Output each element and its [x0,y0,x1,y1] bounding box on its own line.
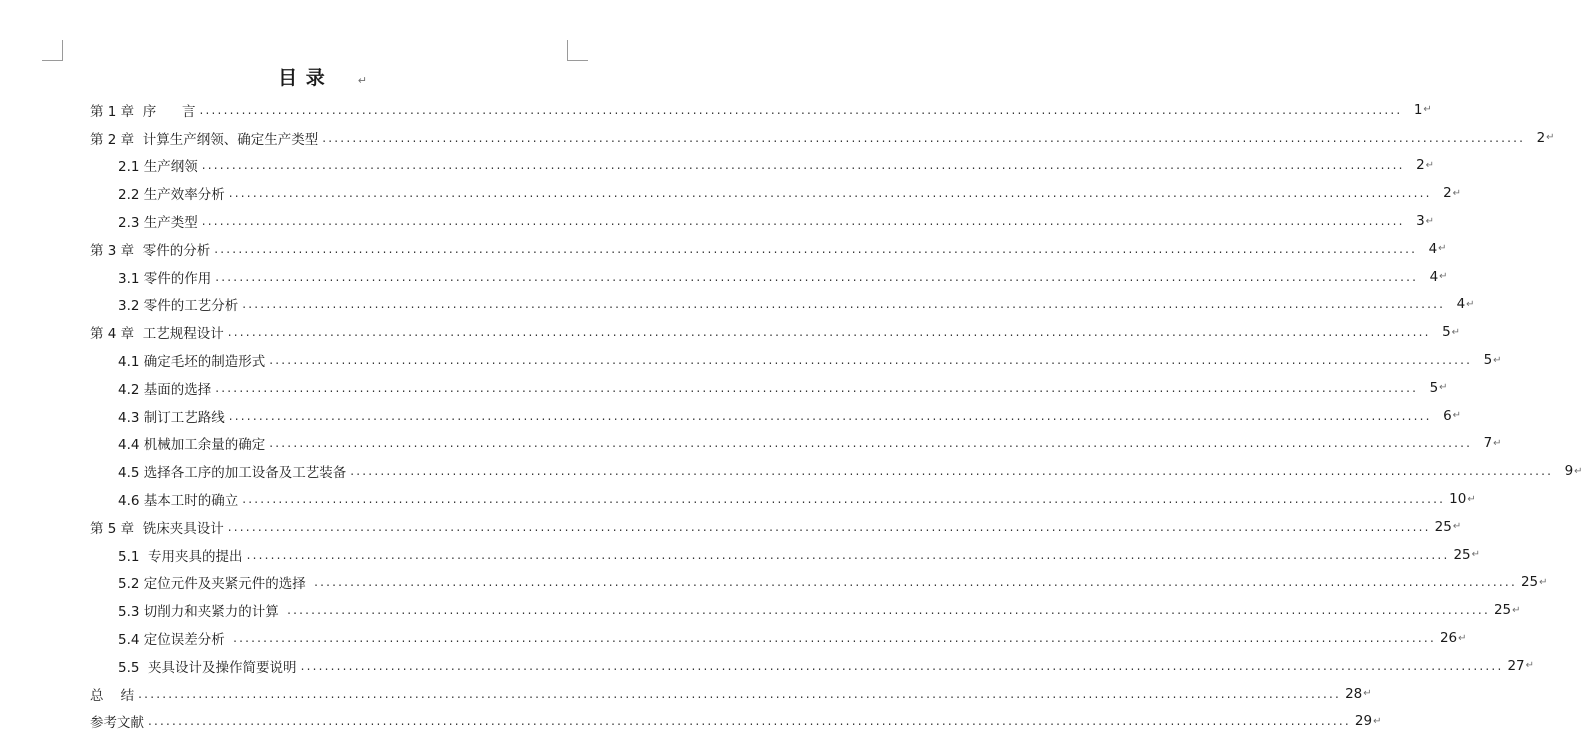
toc-entry-label: 3.1 零件的作用 [118,270,212,287]
toc-entry-page-number: 28 [1345,685,1363,702]
toc-entry-page-number: 9 [1564,463,1574,480]
toc-title [0,63,656,90]
toc-entry[interactable] [0,402,1462,430]
toc-entry-page-number: 25 [1493,602,1512,619]
toc-entry-page-number: 4 [1429,268,1439,285]
toc-entry-label: 4.3 制订工艺路线 [118,409,225,426]
toc-entry-label: 5.4 定位误差分析 [118,632,230,649]
toc-entry[interactable] [0,346,1502,374]
toc-entry-page-number: 10 [1449,491,1467,508]
toc-dot-leader: ........................................................................................................................................................................................................ [138,686,1342,701]
toc-entry-label: 第 4 章 工艺规程设计 [90,326,224,343]
toc-entry-page-number: 3 [1416,213,1425,230]
paragraph-mark-icon: ↵ [1451,326,1461,338]
paragraph-mark-icon: ↵ [1546,132,1555,144]
toc-dot-leader: ........................................................................................................................................................................................................ [201,214,1405,229]
toc-entry-label: 2.2 生产效率分析 [118,187,225,204]
toc-entry-page-number: 4 [1428,240,1438,257]
toc-dot-leader: ........................................................................................................................................................................................................ [199,102,1403,117]
toc-entry[interactable] [0,291,1475,319]
toc-entry-label: 总 结 [90,687,135,704]
toc-entry[interactable] [0,179,1462,207]
toc-list [0,96,1583,735]
toc-dot-leader: ........................................................................................................................................................................................................ [148,714,1351,729]
toc-dot-leader: ........................................................................................................................................................................................................ [214,241,1418,256]
paragraph-mark-icon: ↵ [1425,159,1435,171]
toc-dot-leader: ........................................................................................................................................................................................................ [350,464,1554,479]
toc-dot-leader: ........................................................................................................................................................................................................ [242,297,1446,312]
toc-entry-page-number: 4 [1456,296,1466,313]
paragraph-mark-icon: ↵ [1471,549,1481,561]
toc-entry-label: 2.1 生产纲领 [118,159,198,176]
toc-entry-label: 参考文献 [90,715,144,732]
paragraph-mark-icon: ↵ [1425,215,1435,227]
toc-dot-leader: ........................................................................................................................................................................................................ [246,547,1450,562]
toc-entry[interactable] [0,708,1382,736]
toc-entry-page-number: 5 [1429,379,1439,396]
toc-entry-page-number: 2 [1536,129,1546,146]
toc-entry[interactable] [0,96,1432,124]
paragraph-mark-icon: ↵ [1438,243,1447,255]
margin-corner-mark-right [567,40,588,61]
toc-dot-leader: ........................................................................................................................................................................................................ [227,519,1431,534]
paragraph-mark-icon: ↵ [1458,632,1467,644]
toc-entry-label: 4.5 选择各工序的加工设备及工艺装备 [118,465,347,482]
toc-title-text: 目 录 [278,67,326,89]
paragraph-mark-icon: ↵ [1512,604,1521,616]
toc-dot-leader: ........................................................................................................................................................................................................ [314,575,1517,590]
toc-entry-label: 第 2 章 计算生产纲领、确定生产类型 [90,131,319,148]
paragraph-mark-icon: ↵ [1466,298,1475,310]
toc-entry-page-number: 2 [1443,185,1452,202]
toc-entry[interactable] [0,207,1435,235]
paragraph-mark-icon: ↵ [1373,715,1382,727]
toc-dot-leader: ........................................................................................................................................................................................................ [300,658,1504,673]
toc-entry-page-number: 29 [1354,713,1373,730]
toc-entry-page-number: 25 [1453,546,1471,563]
toc-entry[interactable] [0,680,1372,708]
toc-entry[interactable] [0,152,1435,180]
paragraph-mark-icon: ↵ [1467,493,1476,505]
toc-dot-leader: ........................................................................................................................................................................................................ [242,492,1446,507]
toc-entry-label: 4.4 机械加工余量的确定 [118,437,266,454]
toc-entry-label: 4.2 基面的选择 [118,381,212,398]
toc-entry-label: 第 5 章 铣床夹具设计 [90,520,224,537]
toc-entry-page-number: 2 [1416,157,1425,174]
toc-entry-label: 5.3 切削力和夹紧力的计算 [118,604,284,621]
toc-entry[interactable] [0,596,1521,624]
toc-entry-page-number: 27 [1507,657,1525,674]
toc-entry[interactable] [0,263,1448,291]
toc-entry[interactable] [0,624,1467,652]
toc-dot-leader: ........................................................................................................................................................................................................ [228,408,1432,423]
toc-dot-leader: ........................................................................................................................................................................................................ [215,380,1419,395]
toc-entry-label: 5.5 夹具设计及操作简要说明 [118,659,297,676]
toc-entry[interactable] [0,541,1481,569]
toc-entry[interactable] [0,652,1535,680]
paragraph-mark-icon: ↵ [1423,104,1432,116]
toc-dot-leader: ........................................................................................................................................................................................................ [269,436,1473,451]
paragraph-mark-icon: ↵ [1525,660,1535,672]
margin-corner-mark-left [42,40,63,61]
toc-dot-leader: ........................................................................................................................................................................................................ [215,269,1419,284]
paragraph-mark-icon: ↵ [1574,465,1583,477]
toc-entry-page-number: 25 [1434,518,1452,535]
toc-entry[interactable] [0,485,1476,513]
toc-entry-label: 第 1 章 序 言 [90,103,196,120]
toc-entry-page-number: 5 [1483,352,1493,369]
toc-entry-label: 5.1 专用夹具的提出 [118,548,243,565]
toc-entry[interactable] [0,374,1448,402]
toc-entry-label: 4.6 基本工时的确立 [118,493,239,510]
toc-entry-label: 第 3 章 零件的分析 [90,242,211,259]
toc-entry[interactable] [0,235,1447,263]
paragraph-mark-icon: ↵ [1452,187,1462,199]
toc-entry[interactable] [0,430,1502,458]
toc-entry[interactable] [0,124,1555,152]
toc-entry-page-number: 6 [1443,407,1452,424]
toc-entry-label: 5.2 定位元件及夹紧元件的选择 [118,576,311,593]
toc-dot-leader: ........................................................................................................................................................................................................ [201,158,1405,173]
toc-entry-page-number: 5 [1442,324,1451,341]
toc-entry-label: 2.3 生产类型 [118,215,198,232]
paragraph-mark-icon: ↵ [1439,382,1448,394]
toc-entry-page-number: 7 [1483,435,1493,452]
paragraph-mark-icon: ↵ [1539,576,1548,588]
toc-entry[interactable] [0,569,1548,597]
toc-entry[interactable] [0,457,1583,485]
toc-dot-leader: ........................................................................................................................................................................................................ [228,186,1432,201]
toc-entry-label: 3.2 零件的工艺分析 [118,298,239,315]
toc-dot-leader: ........................................................................................................................................................................................................ [322,130,1526,145]
toc-dot-leader: ........................................................................................................................................................................................................ [227,325,1431,340]
toc-entry-page-number: 1 [1413,101,1423,118]
toc-entry[interactable] [0,513,1462,541]
toc-entry-label: 4.1 确定毛坯的制造形式 [118,354,266,371]
paragraph-mark-icon: ↵ [1493,437,1502,449]
toc-entry[interactable] [0,318,1461,346]
toc-dot-leader: ........................................................................................................................................................................................................ [269,353,1473,368]
toc-entry-page-number: 26 [1439,630,1458,647]
paragraph-mark-icon: ↵ [1452,410,1462,422]
paragraph-mark-icon: ↵ [1439,271,1448,283]
paragraph-mark-icon: ↵ [1363,688,1372,700]
paragraph-mark-icon: ↵ [1452,521,1462,533]
toc-dot-leader: ........................................................................................................................................................................................................ [233,631,1436,646]
toc-entry-page-number: 25 [1520,574,1539,591]
paragraph-mark-icon: ↵ [1493,354,1502,366]
toc-dot-leader: ........................................................................................................................................................................................................ [287,603,1490,618]
paragraph-mark-icon: ↵ [357,74,368,87]
